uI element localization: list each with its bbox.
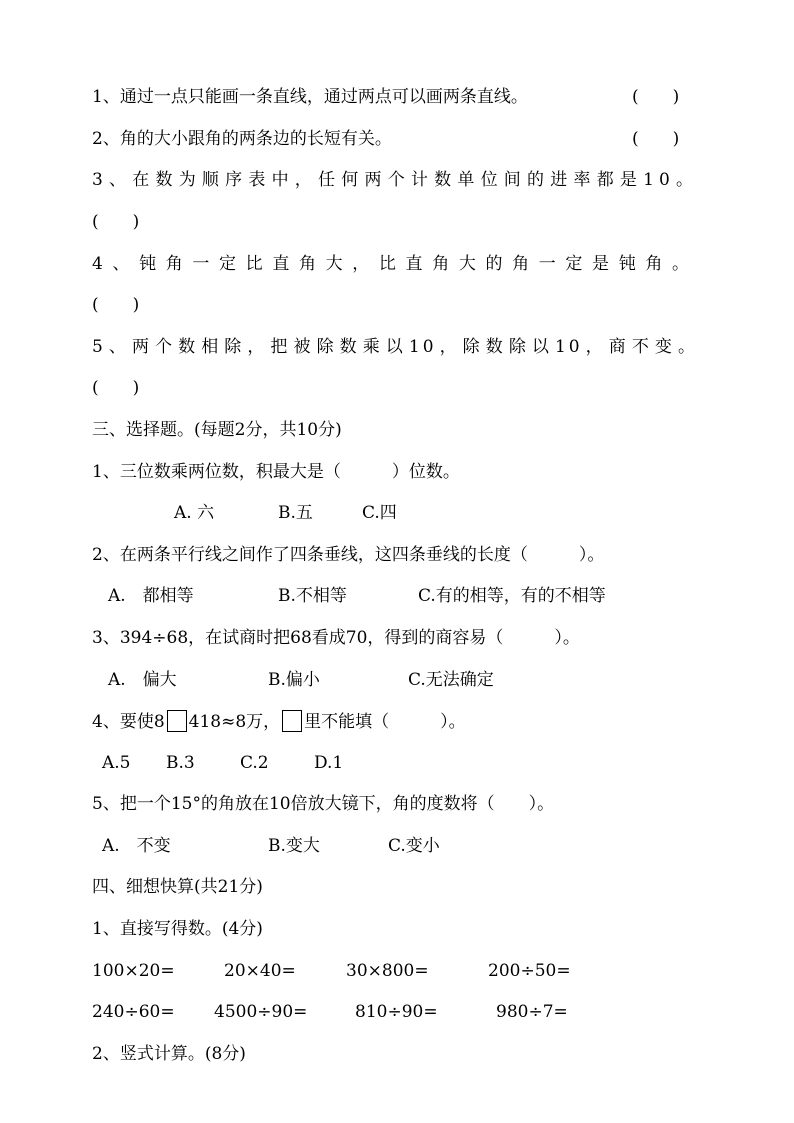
choice-q3-text: 3、394÷68，在试商时把68看成70，得到的商容易（ ）。 (92, 628, 580, 648)
judge-q1-answer-paren[interactable]: ( ) (632, 87, 680, 107)
judge-q5-answer-paren[interactable]: ( ) (92, 378, 140, 398)
choice-q2-option-a[interactable]: A. 都相等 (108, 586, 194, 606)
choice-q4-option-a[interactable]: A.5 (102, 753, 131, 773)
judge-q3-text: 3、在数为顺序表中，任何两个计数单位间的进率都是10。 (92, 170, 698, 190)
choice-q3-option-b[interactable]: B.偏小 (268, 670, 320, 690)
judge-q3-answer-paren[interactable]: ( ) (92, 212, 140, 232)
choice-q4-option-b[interactable]: B.3 (166, 753, 195, 773)
choice-q4-option-c[interactable]: C.2 (240, 753, 269, 773)
choice-q4-text-mid: 418≈8万， (188, 712, 281, 732)
section4-title: 四、细想快算(共21分) (92, 877, 263, 897)
choice-q5-text: 5、把一个15°的角放在10倍放大镜下，角的度数将（ ）。 (92, 794, 555, 814)
choice-q5-option-a[interactable]: A. 不变 (102, 836, 171, 856)
judge-q4-answer-paren[interactable]: ( ) (92, 295, 140, 315)
choice-q1-option-a[interactable]: A. 六 (174, 503, 215, 523)
choice-q1-option-c[interactable]: C.四 (362, 503, 397, 523)
section4-sub2: 2、竖式计算。(8分) (92, 1044, 246, 1064)
choice-q3-option-a[interactable]: A. 偏大 (108, 670, 177, 690)
judge-q2-text: 2、角的大小跟角的两条边的长短有关。 (92, 129, 392, 149)
choice-q4-text-pre: 4、要使8 (92, 712, 165, 732)
calc-item: 4500÷90= (214, 1002, 308, 1022)
choice-q2-option-b[interactable]: B.不相等 (278, 586, 347, 606)
judge-q5-text: 5、两个数相除，把被除数乘以10，除数除以10，商不变。 (92, 337, 698, 357)
choice-q2-text: 2、在两条平行线之间作了四条垂线，这四条垂线的长度（ ）。 (92, 545, 605, 565)
blank-box[interactable] (167, 710, 187, 732)
section3-title: 三、选择题。(每题2分，共10分) (92, 420, 342, 440)
judge-q1-text: 1、通过一点只能画一条直线，通过两点可以画两条直线。 (92, 87, 528, 107)
calc-item: 240÷60= (92, 1002, 175, 1022)
calc-item: 810÷90= (355, 1002, 438, 1022)
calc-item: 100×20= (92, 961, 175, 981)
choice-q4-option-d[interactable]: D.1 (314, 753, 344, 773)
section4-sub1: 1、直接写得数。(4分) (92, 919, 263, 939)
judge-q2-answer-paren[interactable]: ( ) (632, 129, 680, 149)
blank-box[interactable] (282, 710, 302, 732)
choice-q1-option-b[interactable]: B.五 (278, 503, 313, 523)
calc-item: 30×800= (346, 961, 429, 981)
calc-item: 980÷7= (496, 1002, 568, 1022)
choice-q5-option-c[interactable]: C.变小 (388, 836, 440, 856)
choice-q4-text-post: 里不能填（ ）。 (304, 712, 466, 732)
calc-item: 20×40= (224, 961, 296, 981)
choice-q2-option-c[interactable]: C.有的相等，有的不相等 (418, 586, 606, 606)
judge-q4-text: 4、钝角一定比直角大，比直角大的角一定是钝角。 (92, 254, 698, 274)
choice-q4-text (92, 710, 466, 733)
choice-q1-text: 1、三位数乘两位数，积最大是（ ）位数。 (92, 462, 460, 482)
calc-item: 200÷50= (488, 961, 571, 981)
choice-q5-option-b[interactable]: B.变大 (268, 836, 320, 856)
choice-q3-option-c[interactable]: C.无法确定 (408, 670, 494, 690)
